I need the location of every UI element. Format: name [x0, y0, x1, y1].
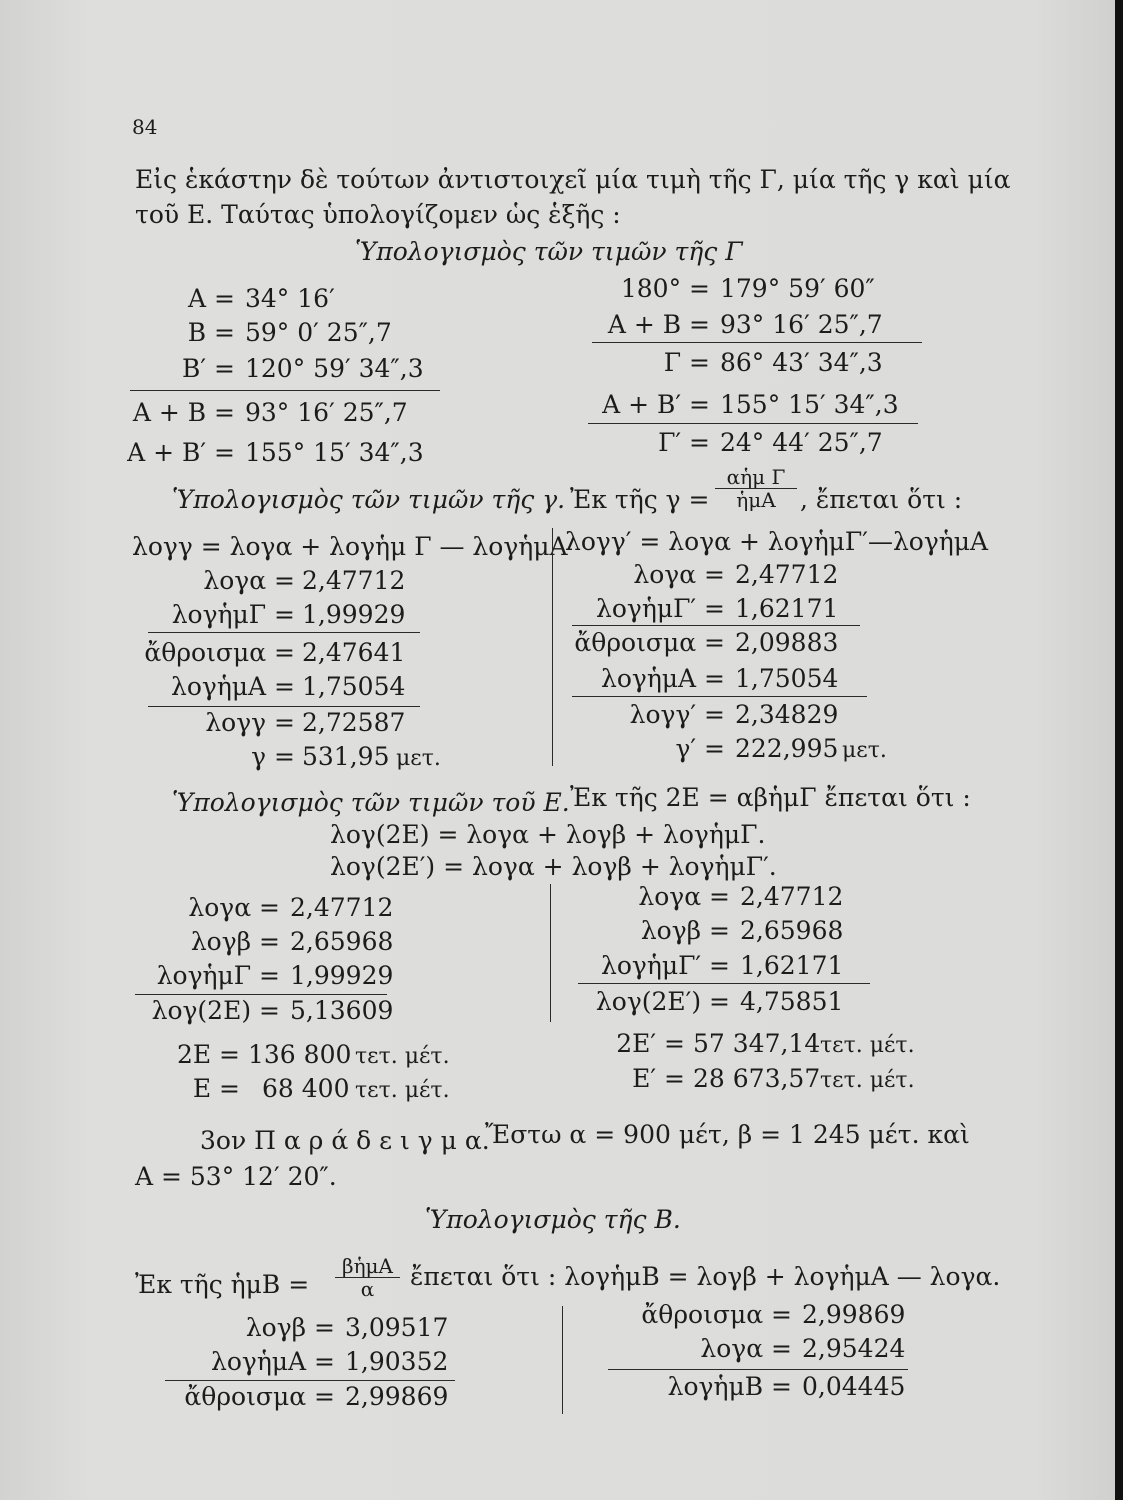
row-lhs: λογἡμA =	[600, 664, 725, 693]
row-rhs: 531,95	[302, 742, 390, 771]
row-rhs: 1,75054	[735, 664, 839, 693]
B-text-before: Ἐκ τῆς ἡμB =	[135, 1270, 310, 1299]
row-rhs: 1,62171	[740, 951, 844, 980]
row-lhs: B =	[187, 318, 235, 347]
row-lhs: λογα =	[638, 882, 730, 911]
gamma-text-before: Ἐκ τῆς γ =	[570, 485, 710, 514]
fraction-numerator: βἡμA	[335, 1255, 400, 1278]
row-rhs: 93° 16′ 25″,7	[245, 398, 408, 427]
row-lhs: λογἡμΓ′ =	[596, 594, 725, 623]
row-lhs: λογα =	[700, 1334, 792, 1363]
E-formula-1: λογ(2Ε) = λογα + λογβ + λογἡμΓ.	[330, 820, 766, 849]
row-rhs: 2,09883	[735, 628, 839, 657]
gamma-text-after: , ἔπεται ὅτι :	[800, 485, 963, 514]
left-log-formula: λογγ = λογα + λογἡμ Γ — λογἡμA	[132, 532, 568, 561]
result-rhs: 136 800	[248, 1040, 352, 1069]
row-rhs: 179° 59′ 60″	[720, 274, 875, 303]
row-lhs: γ′ =	[675, 734, 725, 763]
page-number: 84	[132, 115, 158, 139]
diff-rule	[608, 1369, 908, 1370]
gamma-fraction	[715, 466, 797, 511]
diff-rule	[572, 696, 867, 697]
row-lhs: A =	[188, 284, 235, 313]
row-lhs: A + B′ =	[127, 438, 235, 467]
intro-line-2: τοῦ Ε. Ταύτας ὑπολογίζομεν ὡς ἑξῆς :	[135, 200, 621, 229]
intro-line-1: Εἰς ἑκάστην δὲ τούτων ἀντιστοιχεῖ μία τιμὴ τῆς Γ, μία τῆς γ καὶ μία	[135, 165, 1011, 194]
row-rhs: 3,09517	[345, 1313, 449, 1342]
result-rhs: 68 400	[262, 1074, 350, 1103]
diff-rule	[588, 423, 918, 424]
example-3-label: 3ον Π α ρ ά δ ε ι γ μ α.	[200, 1126, 490, 1155]
sum-rule	[135, 994, 387, 995]
row-lhs: ἄθροισμα =	[574, 628, 725, 657]
sum-rule	[148, 632, 420, 633]
fraction-denominator: α	[360, 1277, 375, 1301]
result-unit: τετ. μέτ.	[820, 1033, 915, 1058]
fraction-numerator: αἡμ Γ	[715, 466, 797, 489]
example-3-text: Ἔστω α = 900 μέτ, β = 1 245 μέτ. καὶ	[485, 1120, 970, 1149]
row-rhs: 2,72587	[302, 708, 406, 737]
heading-computation-of-B: Ὑπολογισμὸς τῆς B.	[425, 1205, 681, 1234]
right-log-formula: λογγ′ = λογα + λογἡμΓ′—λογἡμA	[565, 527, 989, 556]
row-rhs: 93° 16′ 25″,7	[720, 310, 883, 339]
row-lhs: Γ′ =	[658, 428, 710, 457]
row-rhs: 2,65968	[740, 916, 844, 945]
row-lhs: λογἡμA =	[170, 672, 295, 701]
row-rhs: 24° 44′ 25″,7	[720, 428, 883, 457]
row-lhs: λογα =	[188, 893, 280, 922]
row-unit: μετ.	[842, 738, 887, 763]
row-rhs: 1,75054	[302, 672, 406, 701]
row-lhs: 180° =	[620, 274, 710, 303]
E-intro-text: Ἐκ τῆς 2Ε = αβἡμΓ ἔπεται ὅτι :	[570, 783, 971, 812]
row-lhs: Γ =	[663, 348, 710, 377]
result-lhs: Ε =	[192, 1074, 240, 1103]
row-rhs: 155° 15′ 34″,3	[720, 390, 899, 419]
example-3-line-2: A = 53° 12′ 20″.	[135, 1162, 337, 1191]
row-lhs: λογἡμB =	[667, 1372, 792, 1401]
row-rhs: 2,47712	[290, 893, 394, 922]
sum-rule	[578, 983, 870, 984]
row-rhs: 155° 15′ 34″,3	[245, 438, 424, 467]
sum-rule	[130, 390, 440, 391]
row-rhs: 2,99869	[802, 1300, 906, 1329]
row-lhs: λογγ′ =	[629, 700, 725, 729]
row-rhs: 2,47712	[740, 882, 844, 911]
row-rhs: 2,34829	[735, 700, 839, 729]
row-lhs: λογβ =	[245, 1313, 335, 1342]
sum-rule	[165, 1380, 455, 1381]
row-rhs: 2,47712	[735, 560, 839, 589]
row-lhs: B′ =	[182, 354, 235, 383]
row-rhs: 1,90352	[345, 1347, 449, 1376]
scan-edge-shadow	[1115, 0, 1123, 1500]
row-lhs: ἄθροισμα =	[641, 1300, 792, 1329]
row-lhs: A + B =	[607, 310, 710, 339]
row-lhs: ἄθροισμα =	[184, 1382, 335, 1411]
row-lhs: λογ(2Ε′) =	[595, 987, 730, 1016]
row-rhs: 2,47641	[302, 638, 406, 667]
row-rhs: 1,99929	[290, 961, 394, 990]
result-rhs: 28 673,57	[693, 1064, 821, 1093]
B-fraction	[335, 1255, 400, 1300]
row-lhs: ἄθροισμα =	[144, 638, 295, 667]
row-rhs: 4,75851	[740, 987, 844, 1016]
row-lhs: λογἡμA =	[210, 1347, 335, 1376]
row-rhs: 2,95424	[802, 1334, 906, 1363]
result-unit: τετ. μέτ.	[820, 1068, 915, 1093]
sum-rule	[572, 625, 860, 626]
B-text-after: ἔπεται ὅτι : λογἡμB = λογβ + λογἡμA — λογα.	[410, 1262, 1001, 1291]
row-lhs: γ =	[251, 742, 295, 771]
diff-rule	[592, 342, 922, 343]
row-rhs: 0,04445	[802, 1372, 906, 1401]
row-lhs: λογα =	[633, 560, 725, 589]
row-rhs: 1,99929	[302, 600, 406, 629]
result-unit: τετ. μέτ.	[355, 1078, 450, 1103]
result-unit: τετ. μέτ.	[355, 1044, 450, 1069]
row-rhs: 86° 43′ 34″,3	[720, 348, 883, 377]
row-lhs: λογἡμΓ =	[156, 961, 280, 990]
row-lhs: A + B =	[132, 398, 235, 427]
heading-values-of-Gamma: Ὑπολογισμὸς τῶν τιμῶν τῆς Γ	[355, 237, 743, 266]
result-lhs: 2Ε′ =	[616, 1029, 685, 1058]
row-lhs: λογἡμΓ =	[171, 600, 295, 629]
heading-values-of-E: Ὑπολογισμὸς τῶν τιμῶν τοῦ Ε.	[172, 788, 570, 817]
row-rhs: 2,47712	[302, 566, 406, 595]
row-lhs: A + B′ =	[602, 390, 710, 419]
row-rhs: 59° 0′ 25″,7	[245, 318, 392, 347]
row-lhs: λογἡμΓ′ =	[601, 951, 730, 980]
row-rhs: 120° 59′ 34″,3	[245, 354, 424, 383]
row-lhs: λογβ =	[640, 916, 730, 945]
row-rhs: 2,99869	[345, 1382, 449, 1411]
row-rhs: 1,62171	[735, 594, 839, 623]
row-rhs: 34° 16′	[245, 284, 335, 313]
row-unit: μετ.	[396, 746, 441, 771]
row-lhs: λογγ =	[205, 708, 295, 737]
result-lhs: 2Ε =	[176, 1040, 240, 1069]
row-rhs: 2,65968	[290, 927, 394, 956]
E-formula-2: λογ(2Ε′) = λογα + λογβ + λογἡμΓ′.	[330, 852, 777, 881]
row-rhs: 222,995	[735, 734, 839, 763]
result-rhs: 57 347,14	[693, 1029, 821, 1058]
diff-rule	[148, 706, 420, 707]
row-lhs: λογ(2Ε) =	[151, 996, 280, 1025]
row-lhs: λογβ =	[190, 927, 280, 956]
result-lhs: Ε′ =	[632, 1064, 685, 1093]
row-rhs: 5,13609	[290, 996, 394, 1025]
row-lhs: λογα =	[203, 566, 295, 595]
fraction-denominator: ἡμA	[736, 488, 776, 512]
heading-values-of-gamma: Ὑπολογισμὸς τῶν τιμῶν τῆς γ.	[172, 485, 566, 514]
